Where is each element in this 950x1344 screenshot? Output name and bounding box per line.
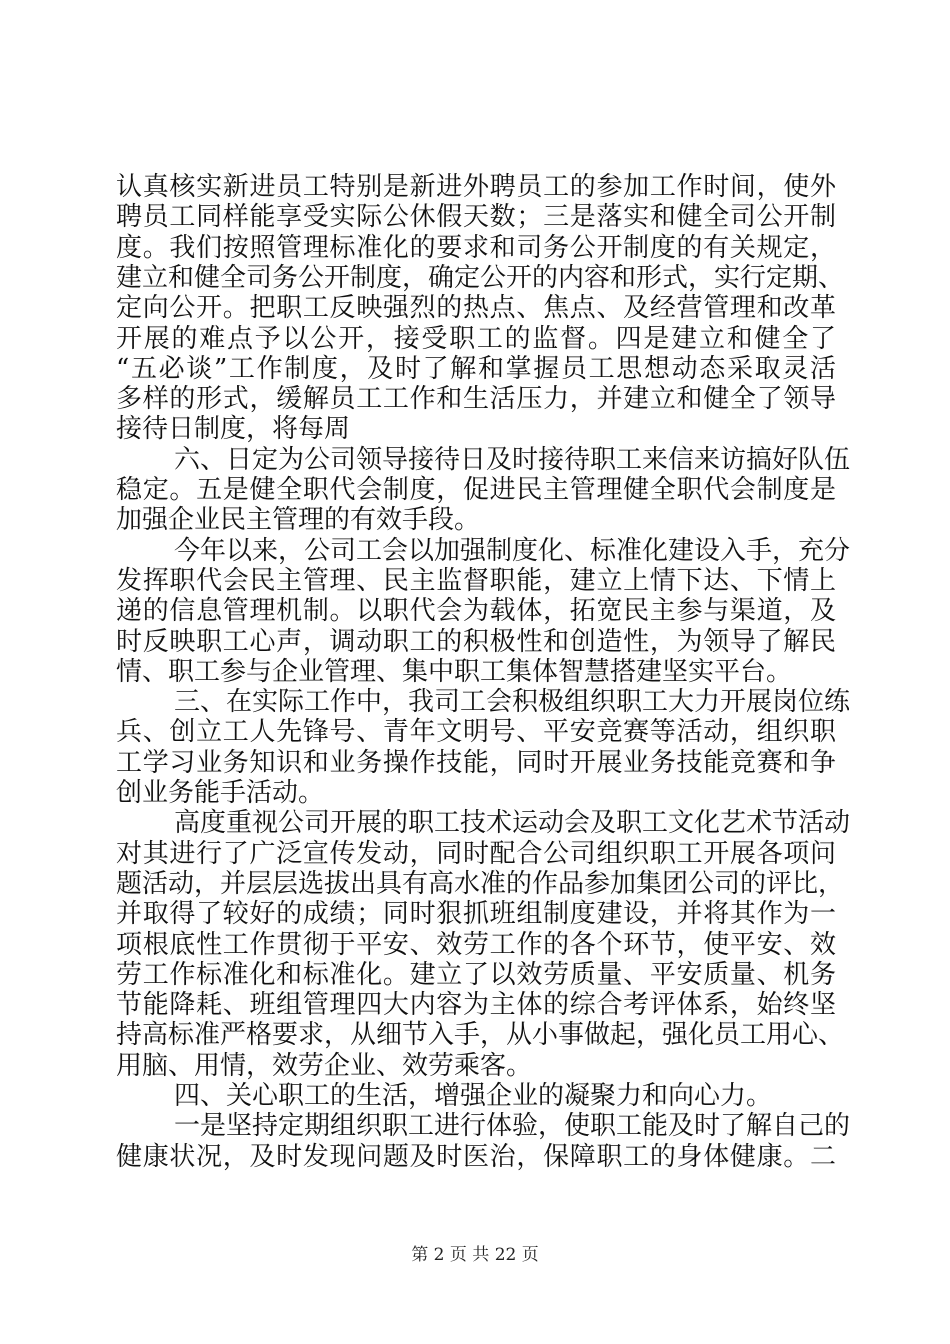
text-line: 递的信息管理机制。以职代会为载体，拓宽民主参与渠道，及 [116,596,836,627]
text-line: 创业务能手活动。 [116,778,325,808]
text-line: 加强企业民主管理的有效手段。 [116,505,481,536]
text-line: 工学习业务知识和业务操作技能，同时开展业务技能竞赛和争 [116,747,836,778]
text-line: 健康状况，及时发现问题及时医治，保障职工的身体健康。二 [116,1141,836,1172]
page-footer: 第 2 页 共 22 页 [411,1245,539,1265]
text-line: 今年以来，公司工会以加强制度化、标准化建设入手，充分 [174,535,851,566]
text-line: 情、职工参与企业管理、集中职工集体智慧搭建坚实平台。 [116,656,793,687]
text-line: 用脑、用情，效劳企业、效劳乘客。 [116,1050,533,1081]
text-line: 兵、创立工人先锋号、青年文明号、平安竞赛等活动，组织职 [116,717,836,748]
text-line: 聘员工同样能享受实际公休假天数；三是落实和健全司公开制 [116,202,836,233]
text-line: 六、日定为公司领导接待日及时接待职工来信来访搞好队伍 [174,444,851,475]
text-line: 四、关心职工的生活，增强企业的凝聚力和向心力。 [174,1081,773,1111]
text-line: 认真核实新进员工特别是新进外聘员工的参加工作时间，使外 [116,172,836,202]
text-line: 接待日制度，将每周 [116,414,351,445]
text-line: “五必谈”工作制度，及时了解和掌握员工思想动态采取灵活 [116,353,836,384]
text-line: 节能降耗、班组管理四大内容为主体的综合考评体系，始终坚 [116,990,836,1021]
text-line: 题活动，并层层选拔出具有高水准的作品参加集团公司的评比， [116,868,845,899]
text-line: 发挥职代会民主管理、民主监督职能，建立上情下达、下情上 [116,565,836,596]
text-line: 度。我们按照管理标准化的要求和司务公开制度的有关规定， [116,232,836,263]
text-line: 三、在实际工作中，我司工会积极组织职工大力开展岗位练 [174,687,851,718]
text-line: 持高标准严格要求，从细节入手，从小事做起，强化员工用心、 [116,1020,845,1051]
text-line: 开展的难点予以公开，接受职工的监督。四是建立和健全了 [116,323,836,354]
text-line: 并取得了较好的成绩；同时狠抓班组制度建设，并将其作为一 [116,899,836,930]
text-line: 劳工作标准化和标准化。建立了以效劳质量、平安质量、机务 [116,959,836,990]
text-line: 高度重视公司开展的职工技术运动会及职工文化艺术节活动 [174,808,851,839]
text-line: 定向公开。把职工反映强烈的热点、焦点、及经营管理和改革 [116,293,836,324]
text-line: 时反映职工心声，调动职工的积极性和创造性，为领导了解民 [116,626,836,657]
text-line: 一是坚持定期组织职工进行体验，使职工能及时了解自己的 [174,1111,851,1142]
text-line: 建立和健全司务公开制度，确定公开的内容和形式，实行定期、 [116,262,845,293]
text-line: 稳定。五是健全职代会制度，促进民主管理健全职代会制度是 [116,475,836,505]
text-line: 对其进行了广泛宣传发动，同时配合公司组织职工开展各项问 [116,838,836,869]
text-line: 多样的形式，缓解员工工作和生活压力，并建立和健全了领导 [116,384,836,415]
text-line: 项根底性工作贯彻于平安、效劳工作的各个环节，使平安、效 [116,929,836,960]
